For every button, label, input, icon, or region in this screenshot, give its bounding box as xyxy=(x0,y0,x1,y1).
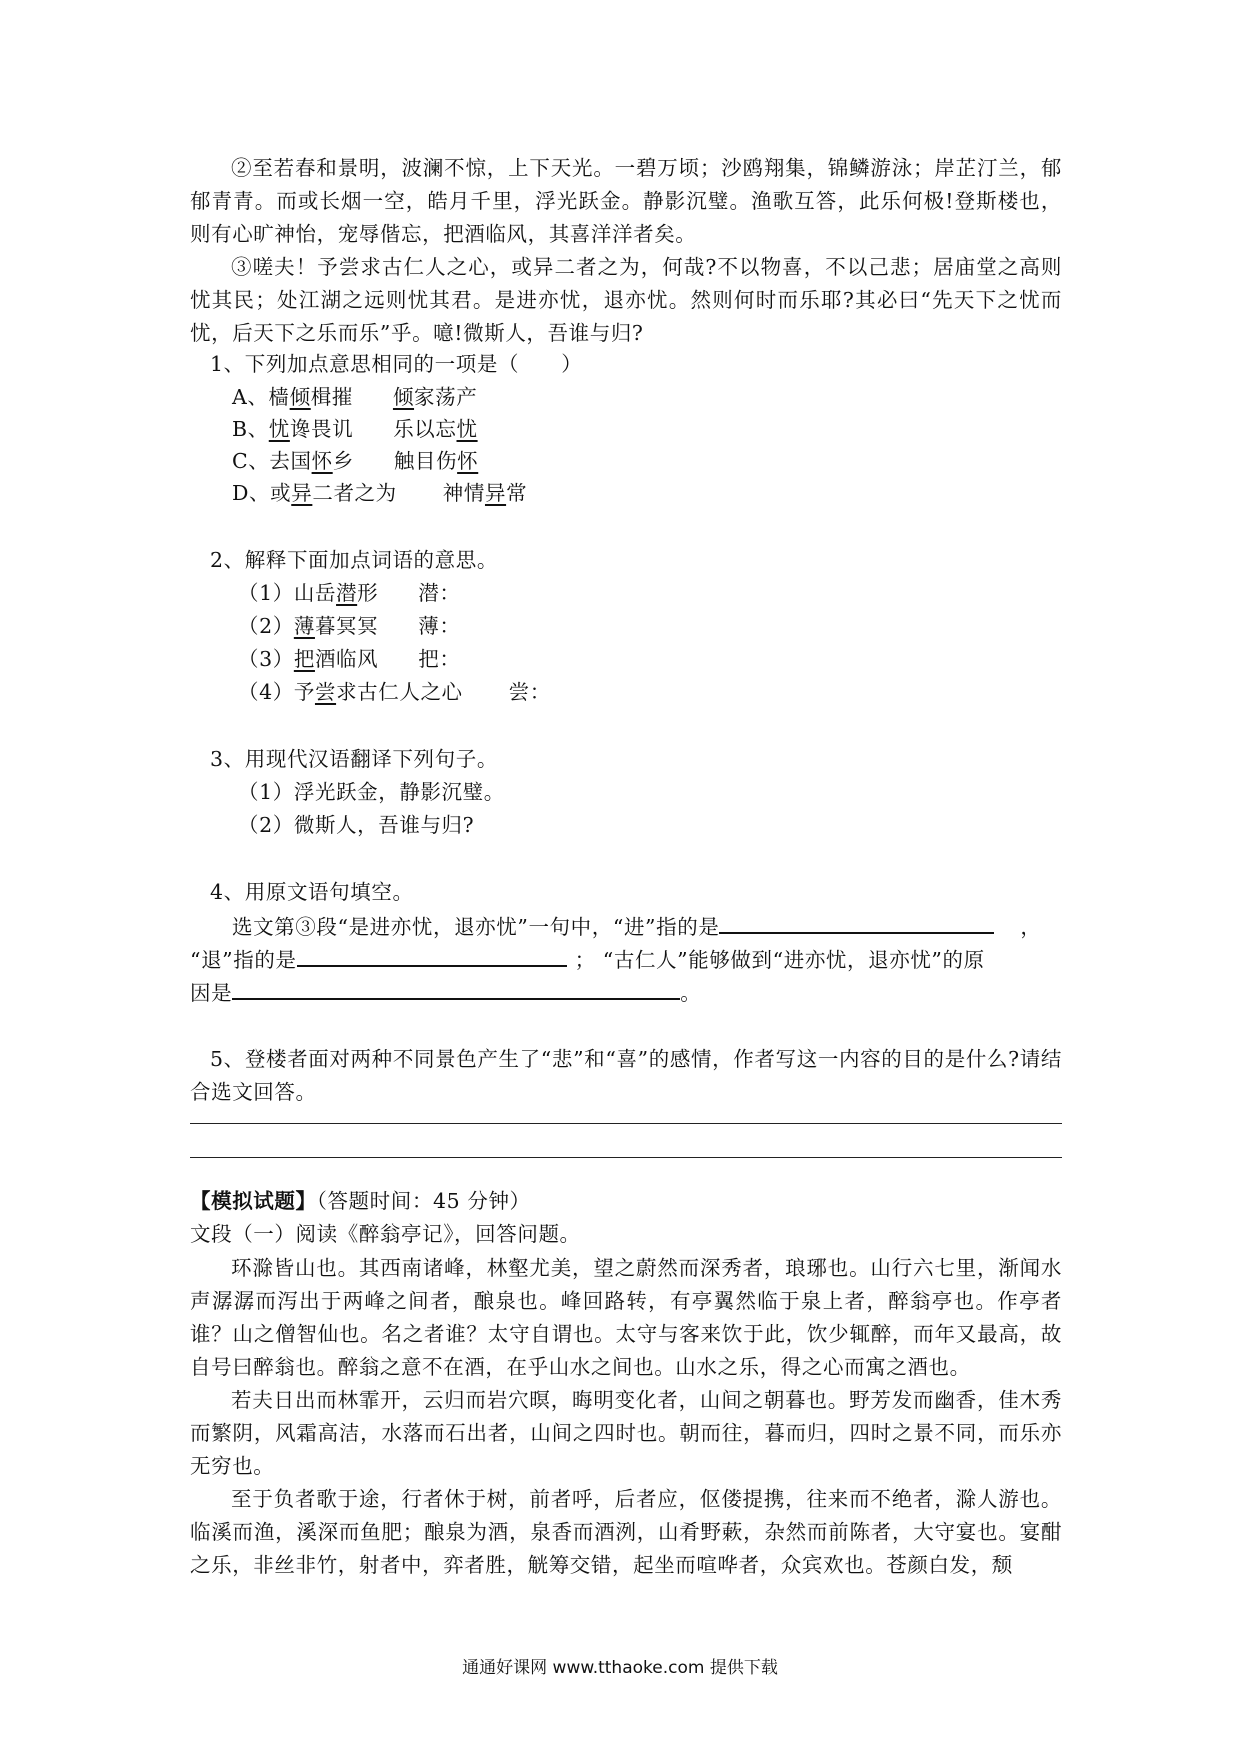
q1-option-c: C、去国怀乡 触目伤怀 xyxy=(232,449,479,473)
text-paragraph-2: 若夫日出而林霏开，云归而岩穴暝，晦明变化者，山间之朝暮也。野芳发而幽香，佳木秀而繁阴，风霜高洁，水落而石出者，山间之四时也。朝而往，暮而归，四时之景不同，而乐亦无穷也。 xyxy=(190,1388,1062,1478)
answer-line[interactable] xyxy=(190,1157,1062,1158)
fill-blank[interactable] xyxy=(719,910,994,934)
marked-word: 薄 xyxy=(293,614,315,638)
q2-item-4: （4）予尝求古仁人之心 尝： xyxy=(238,680,551,704)
q2-item-1: （1）山岳潜形 潜： xyxy=(238,581,461,605)
question-5-stem: 5、登楼者面对两种不同景色产生了“悲”和“喜”的感情，作者写这一内容的目的是什么?请结合选文回答。 xyxy=(190,1047,1062,1104)
text-paragraph-3: 至于负者歌于途，行者休于树，前者呼，后者应，伛偻提携，往来而不绝者，滁人游也。临溪而渔，溪深而鱼肥；酿泉为酒，泉香而酒洌，山肴野蔌，杂然而前陈者，大守宴也。宴酣之乐，非丝非竹，射者中，弈者胜，觥筹交错，起坐而喧哗者，众宾欢也。苍颜白发，颓 xyxy=(190,1487,1062,1577)
mock-test-heading xyxy=(190,1186,531,1216)
text-paragraph-1: 环滁皆山也。其西南诸峰，林壑尤美，望之蔚然而深秀者，琅琊也。山行六七里，渐闻水声潺潺而泻出于两峰之间者，酿泉也。峰回路转，有亭翼然临于泉上者，醉翁亭也。作亭者谁？山之僧智仙也。名之者谁？太守自谓也。太守与客来饮于此，饮少辄醉，而年又最高，故自号曰醉翁也。醉翁之意不在酒，在乎山水之间也。山水之乐，得之心而寓之酒也。 xyxy=(190,1256,1062,1379)
q4-line-3: 因是 。 xyxy=(190,976,701,1008)
q2-item-3: （3）把酒临风 把： xyxy=(238,647,461,671)
marked-word: 忧 xyxy=(268,417,290,441)
answer-label: 潜： xyxy=(418,581,461,605)
option-label: C、 xyxy=(232,449,270,473)
option-label: B、 xyxy=(232,417,269,441)
option-label: A、 xyxy=(232,385,269,409)
answer-label: 尝： xyxy=(508,680,551,704)
marked-word: 怀 xyxy=(457,449,479,473)
fill-blank[interactable] xyxy=(297,943,567,967)
passage-paragraph-2: ②至若春和景明，波澜不惊，上下天光。一碧万顷；沙鸥翔集，锦鳞游泳；岸芷汀兰，郁郁青青。而或长烟一空，皓月千里，浮光跃金。静影沉璧。渔歌互答，此乐何极!登斯楼也，则有心旷神怡，宠辱偕忘，把酒临风，其喜洋洋者矣。 xyxy=(190,156,1062,246)
marked-word: 倾 xyxy=(289,385,311,409)
question-3-stem: 3、用现代汉语翻译下列句子。 xyxy=(210,747,498,771)
question-4-stem: 4、用原文语句填空。 xyxy=(210,880,414,904)
q3-sentence-1: （1）浮光跃金，静影沉璧。 xyxy=(238,780,505,804)
marked-word: 异 xyxy=(291,481,313,505)
q1-option-a: A、樯倾楫摧 倾家荡产 xyxy=(232,385,478,409)
q3-sentence-2: （2）微斯人，吾谁与归? xyxy=(238,813,475,837)
q4-line-2: “退”指的是 ； “古仁人”能够做到“进亦忧，退亦忧”的原 xyxy=(190,943,985,975)
fill-blank[interactable] xyxy=(232,976,680,1000)
option-label: D、 xyxy=(232,481,271,505)
question-2-stem: 2、解释下面加点词语的意思。 xyxy=(210,548,498,572)
passage-paragraph-3: ③嗟夫！予尝求古仁人之心，或异二者之为，何哉?不以物喜，不以己悲；居庙堂之高则忧其民；处江湖之远则忧其君。是进亦忧，退亦忧。然则何时而乐耶?其必曰“先天下之忧而忧，后天下之乐而乐”乎。噫!微斯人，吾谁与归? xyxy=(190,255,1062,345)
section-heading: 文段（一）阅读《醉翁亭记》，回答问题。 xyxy=(190,1222,581,1246)
answer-label: 把： xyxy=(418,647,461,671)
q4-line-1: 选文第③段“是进亦忧，退亦忧”一句中，“进”指的是 ， xyxy=(232,910,1042,942)
answer-label: 薄： xyxy=(418,614,461,638)
q2-item-2: （2）薄暮冥冥 薄： xyxy=(238,614,461,638)
page-footer: 通通好课网 www.tthaoke.com 提供下载 xyxy=(462,1658,778,1678)
marked-word: 忧 xyxy=(456,417,478,441)
marked-word: 尝 xyxy=(314,680,337,704)
marked-word: 潜 xyxy=(336,581,358,605)
answer-line[interactable] xyxy=(190,1123,1062,1124)
marked-word: 倾 xyxy=(392,385,415,409)
mock-test-time: （答题时间：45 分钟） xyxy=(316,1189,531,1213)
mock-test-title: 【模拟试题】 xyxy=(190,1189,317,1213)
q1-option-d: D、或异二者之为 神情异常 xyxy=(232,481,528,505)
marked-word: 异 xyxy=(484,481,507,505)
question-1-stem: 1、下列加点意思相同的一项是（ ） xyxy=(210,352,583,376)
marked-word: 把 xyxy=(293,647,315,671)
q1-option-b: B、忧谗畏讥 乐以忘忧 xyxy=(232,417,478,441)
marked-word: 怀 xyxy=(311,449,333,473)
